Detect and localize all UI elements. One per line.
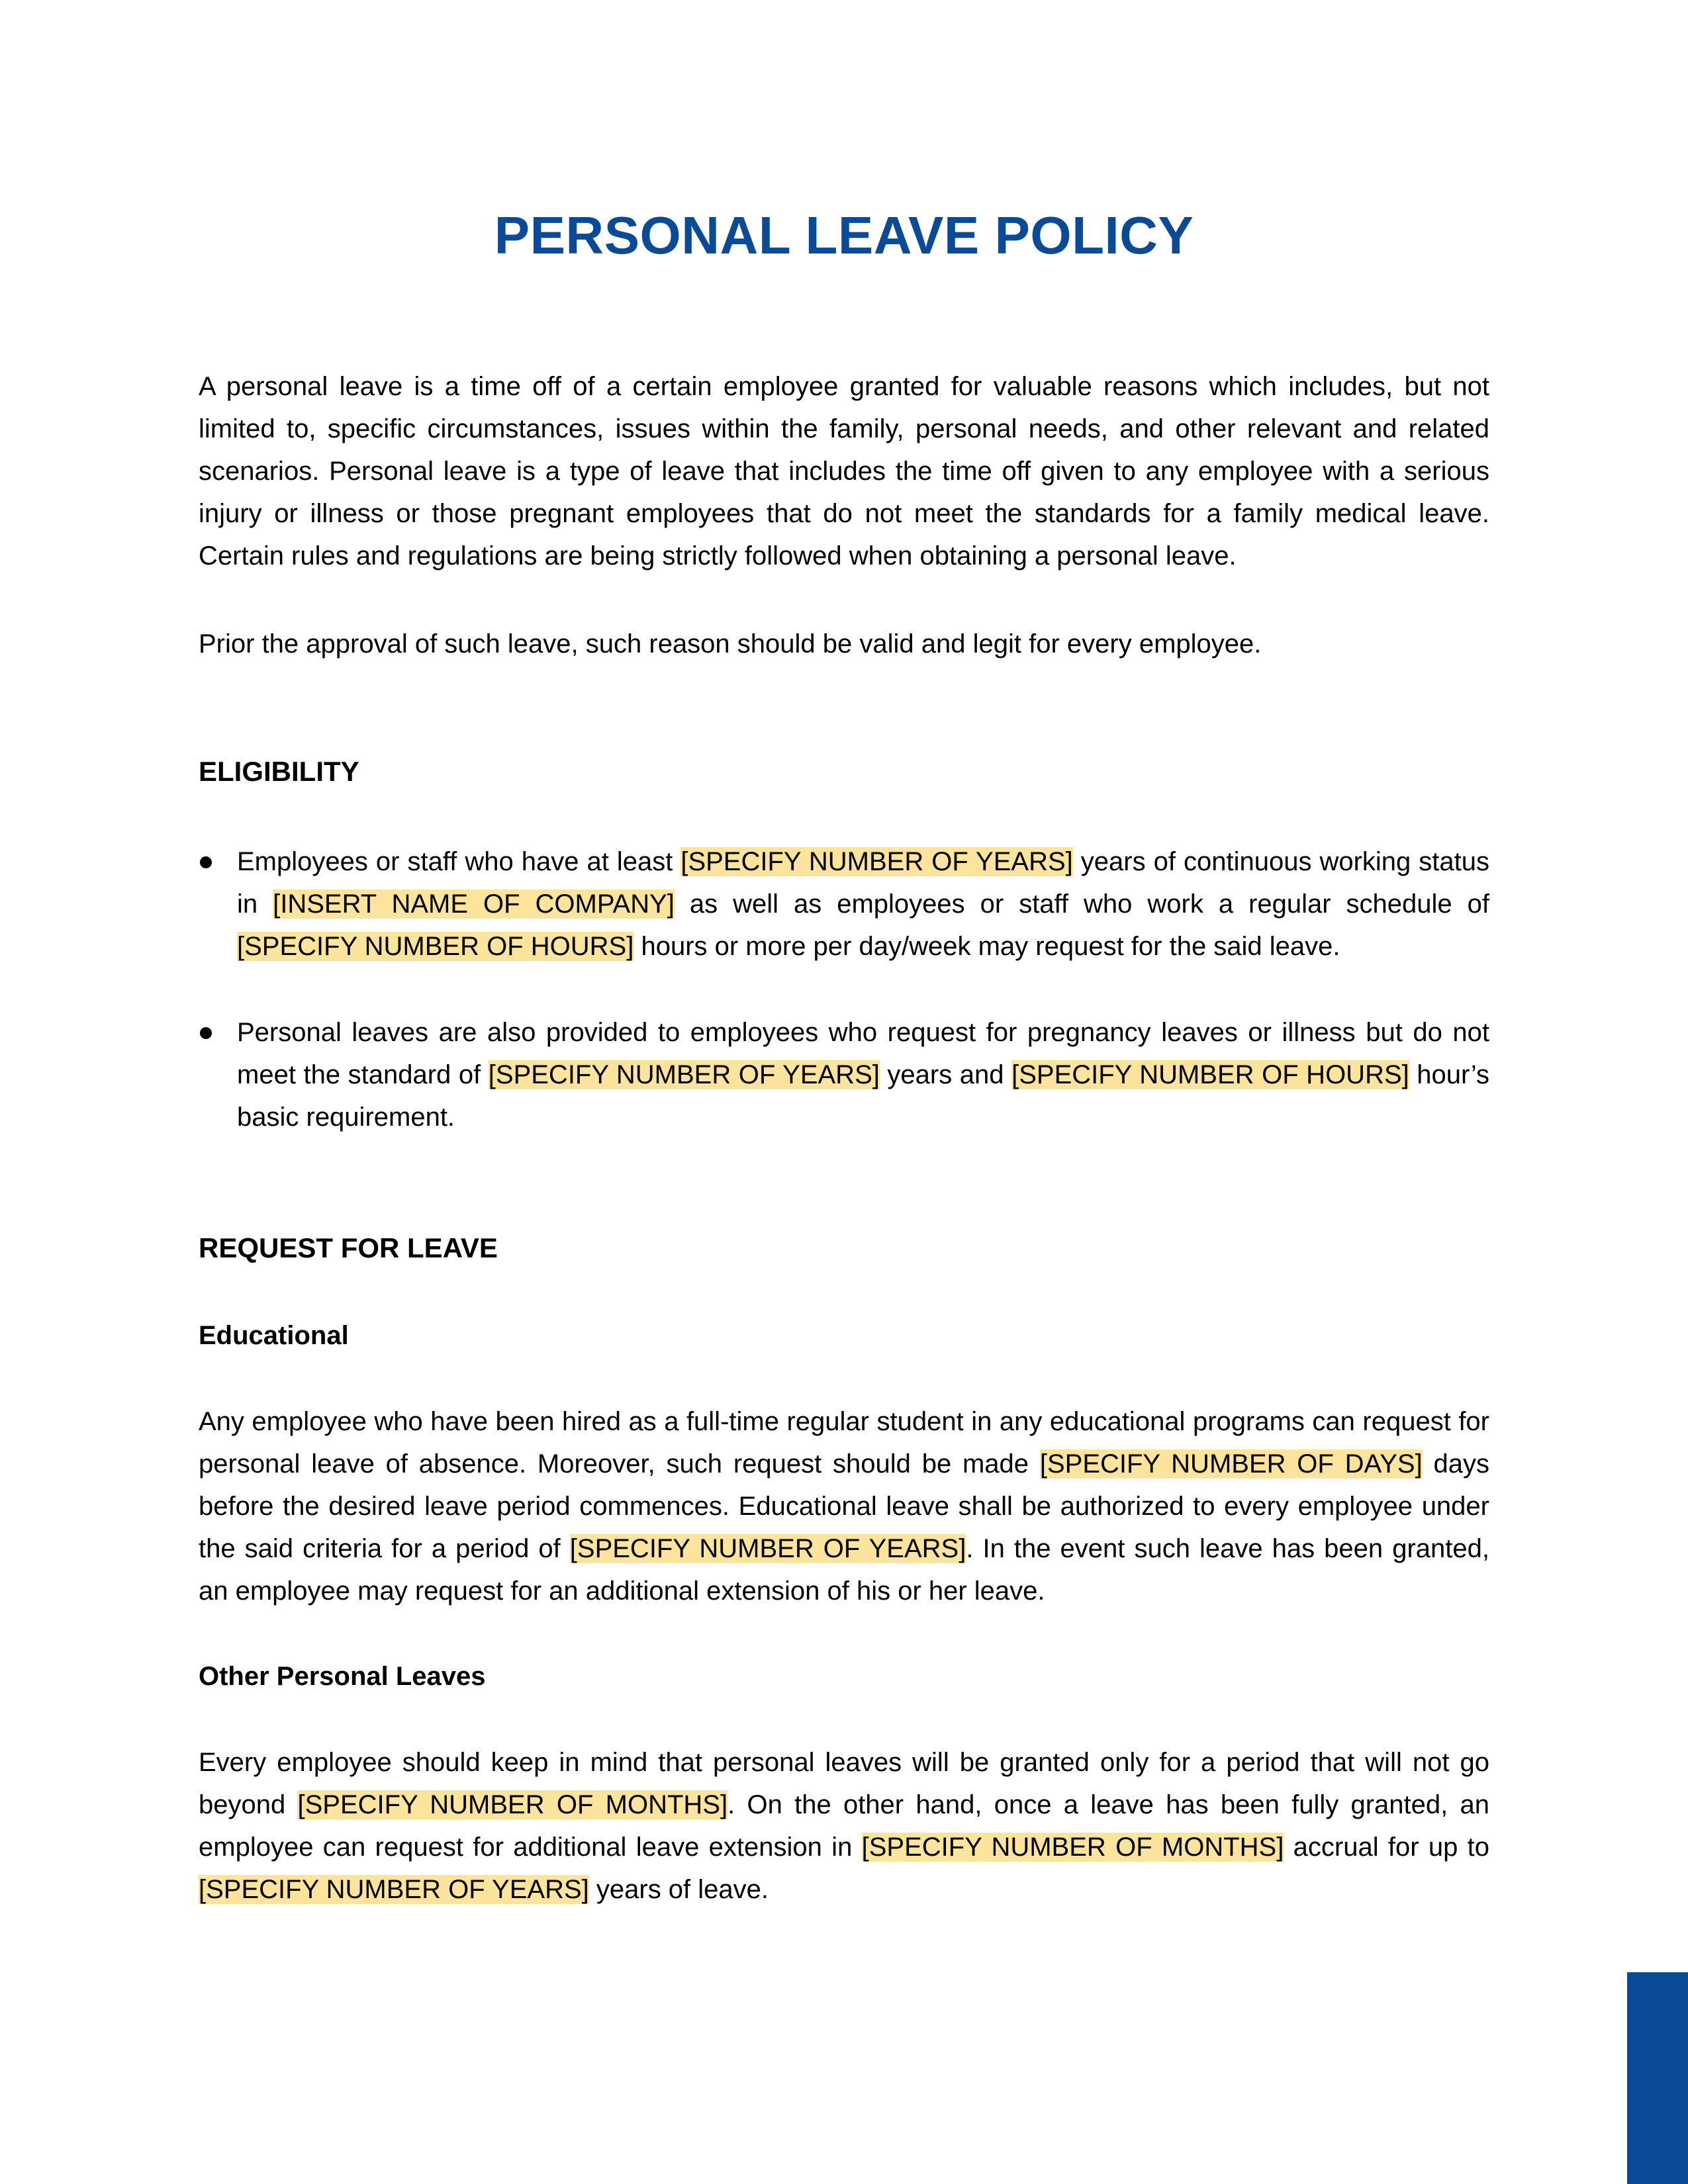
educational-heading: Educational — [199, 1321, 349, 1350]
text-run: as well as employees or staff who work a regular schedule of — [674, 889, 1489, 919]
placeholder-years: [SPECIFY NUMBER OF YEARS] — [199, 1875, 589, 1904]
other-leaves-heading: Other Personal Leaves — [199, 1662, 486, 1691]
bullet-dot-icon — [200, 856, 212, 868]
text-run: Any employee who have been hired as a full-time regular student in any educational programs can request for personal leave of absence. Moreover, such request should be made — [199, 1407, 1489, 1479]
request-heading: REQUEST FOR LEAVE — [199, 1232, 498, 1263]
placeholder-months: [SPECIFY NUMBER OF MONTHS] — [297, 1790, 728, 1819]
text-run: years and — [879, 1060, 1012, 1089]
placeholder-days: [SPECIFY NUMBER OF DAYS] — [1039, 1449, 1423, 1479]
bullet-dot-icon — [200, 1027, 212, 1039]
educational-paragraph — [199, 1400, 1489, 1612]
text-run: accrual for up to — [1284, 1833, 1490, 1862]
text-run: hours or more per day/week may request for the said leave. — [633, 932, 1340, 961]
intro-paragraph-1: A personal leave is a time off of a certain employee granted for valuable reasons which includes, but not limited to, specific circumstances, issues within the family, personal needs, and other relevant and related scenarios. Personal leave is a type of leave that includes the time off given to any employee with a serious injury or illness or those pregnant employees that do not meet the standards for a family medical leave. Certain rules and regulations are being strictly followed when obtaining a personal leave. — [199, 372, 1489, 570]
text-run: years of continuous working status in — [237, 847, 1490, 919]
eligibility-bullet-1 — [199, 841, 1489, 968]
eligibility-list — [199, 841, 1489, 1138]
document-title: PERSONAL LEAVE POLICY — [494, 206, 1194, 265]
corner-accent-bar — [1627, 1972, 1688, 2184]
intro-paragraph-2: Prior the approval of such leave, such reason should be valid and legit for every employee. — [199, 629, 1262, 659]
text-run: years of leave. — [588, 1875, 769, 1904]
placeholder-hours: [SPECIFY NUMBER OF HOURS] — [1011, 1060, 1409, 1089]
eligibility-heading: ELIGIBILITY — [199, 756, 359, 787]
placeholder-months: [SPECIFY NUMBER OF MONTHS] — [861, 1833, 1284, 1862]
text-run: days before the desired leave period commences. Educational leave shall be authorized to every employee under the said criteria for a period of — [199, 1449, 1489, 1563]
placeholder-years: [SPECIFY NUMBER OF YEARS] — [569, 1534, 966, 1563]
placeholder-years: [SPECIFY NUMBER OF YEARS] — [488, 1060, 880, 1089]
placeholder-company: [INSERT NAME OF COMPANY] — [273, 889, 675, 919]
text-run: Personal leaves are also provided to employees who request for pregnancy leaves or illness but do not meet the standard of — [237, 1018, 1489, 1089]
text-run: . In the event such leave has been granted, an employee may request for an additional extension of his or her leave. — [199, 1534, 1489, 1606]
text-run: Employees or staff who have at least — [237, 847, 681, 876]
eligibility-bullet-2 — [199, 1011, 1489, 1138]
text-run: Every employee should keep in mind that personal leaves will be granted only for a period that will not go beyond — [199, 1748, 1489, 1819]
text-run: hour’s basic requirement. — [237, 1060, 1490, 1132]
text-run: . On the other hand, once a leave has been fully granted, an employee can request for additional leave extension in — [199, 1790, 1489, 1862]
placeholder-years: [SPECIFY NUMBER OF YEARS] — [680, 847, 1073, 876]
placeholder-hours: [SPECIFY NUMBER OF HOURS] — [237, 932, 634, 961]
other-leaves-paragraph — [199, 1741, 1489, 1911]
